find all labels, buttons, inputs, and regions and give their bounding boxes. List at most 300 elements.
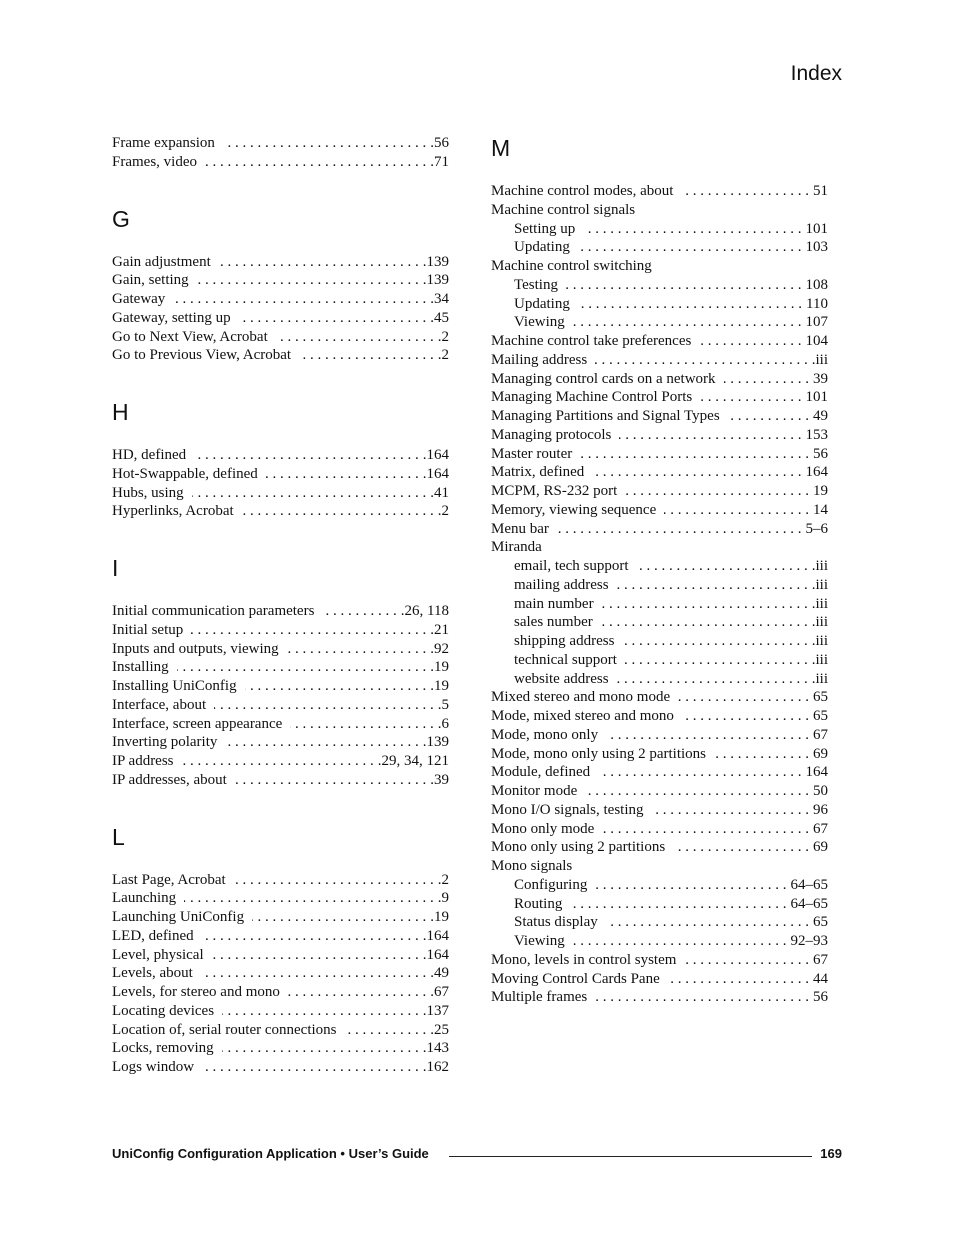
index-entry[interactable] [491,201,828,220]
page-header-title: Index [790,62,842,85]
index-page-ref[interactable]: 104 [805,333,828,349]
index-term: Initial communication parameters [112,603,315,619]
index-page-ref[interactable]: .5 [437,696,449,713]
index-entry[interactable] [491,988,828,1007]
index-term: Module, defined [491,764,591,781]
index-page-ref[interactable]: .iii [811,558,828,574]
index-page-ref[interactable]: .143 [422,1040,449,1057]
index-term: Mode, mono only using 2 partitions [491,745,706,762]
dot-leader [598,763,801,782]
index-term: Mode, mixed stereo and mono [491,708,674,724]
index-page-ref[interactable]: .139 [422,253,449,270]
index-term: Launching [112,890,177,907]
index-term: Level, physical [112,946,204,963]
index-page-ref[interactable]: .iii [811,595,828,612]
index-term: Installing UniConfig [112,678,237,694]
index-term: Interface, about [112,696,207,713]
index-letter-heading: H [112,399,129,425]
index-subentry[interactable] [491,613,828,632]
index-term: Launching UniConfig [112,909,245,925]
dot-leader [583,220,801,239]
index-entry[interactable] [112,1058,449,1077]
dot-leader [276,328,434,347]
index-entry[interactable] [112,771,449,790]
index-page-ref[interactable]: .19 [430,678,449,694]
index-entry[interactable] [112,602,449,621]
section-gap [112,790,449,823]
index-entry[interactable] [491,538,828,557]
index-page-ref[interactable]: .25 [430,1021,449,1038]
index-page-ref[interactable]: 49 [813,408,828,424]
index-entry[interactable] [112,640,449,659]
dot-leader [595,988,809,1007]
index-term: Managing Machine Control Ports [491,389,693,406]
index-entry[interactable] [491,951,828,970]
index-entry[interactable] [491,351,828,370]
dot-leader [570,895,786,914]
dot-leader [557,520,802,539]
index-entry[interactable] [491,182,828,201]
index-entry[interactable] [112,715,449,734]
index-subentry[interactable] [491,651,828,670]
index-term: Gateway, setting up [112,309,231,326]
dot-leader [668,970,809,989]
index-page-ref[interactable]: .34 [430,291,449,307]
index-entry[interactable] [112,446,449,465]
index-subentry[interactable] [491,576,828,595]
index-page-ref[interactable]: 164 [805,764,828,781]
index-entry[interactable] [491,332,828,351]
index-term: Mono only mode [491,820,595,837]
dot-leader [585,782,809,801]
dot-leader [678,688,809,707]
index-subentry[interactable] [491,595,828,614]
index-entry[interactable] [491,726,828,745]
index-entry[interactable] [112,290,449,309]
index-page-ref[interactable]: .45 [430,309,449,326]
index-term: Mono, levels in control system [491,951,677,968]
index-entry[interactable] [112,946,449,965]
index-page-ref[interactable]: .56 [430,135,449,151]
index-page-ref[interactable]: .19 [430,659,449,676]
heading-gap [112,582,449,602]
index-subentry[interactable] [491,895,828,914]
dot-leader [225,733,418,752]
index-page-ref[interactable]: .2 [437,328,449,345]
index-term: Viewing [514,314,565,331]
index-entry[interactable] [112,889,449,908]
index-subentry[interactable] [491,876,828,895]
index-page-ref[interactable]: .2 [437,503,449,520]
dot-leader [192,484,427,503]
index-page-ref[interactable]: .67 [430,984,449,1000]
dot-leader [222,1002,419,1021]
index-entry[interactable] [491,857,828,876]
index-term: Gain adjustment [112,253,211,270]
index-term: sales number [514,614,593,631]
index-entry[interactable] [491,463,828,482]
index-page-ref[interactable]: .21 [430,621,449,638]
dot-leader [606,913,809,932]
index-subentry[interactable] [491,295,828,314]
index-term: Hot-Swappable, defined [112,465,258,482]
heading-gap [112,233,449,253]
index-term: IP address [112,753,174,769]
index-page-ref[interactable]: .iii [811,633,828,649]
index-entry[interactable] [112,465,449,484]
index-page-ref[interactable]: 69 [813,839,828,856]
dot-leader [573,932,787,951]
index-page-ref[interactable]: .71 [430,153,449,170]
dot-leader [602,595,808,614]
index-entry[interactable] [112,677,449,696]
dot-leader [212,946,419,965]
dot-leader [184,889,434,908]
index-page-ref[interactable]: .iii [811,651,828,668]
dot-leader [299,346,434,365]
index-entry[interactable] [112,908,449,927]
dot-leader [202,1058,419,1077]
index-entry[interactable] [112,1021,449,1040]
index-page-ref[interactable]: 56 [813,989,828,1006]
index-term: Installing [112,659,169,676]
index-subentry[interactable] [491,670,828,689]
index-letter-heading: I [112,555,119,581]
index-term: email, tech support [514,558,629,574]
dot-leader [682,707,809,726]
index-term: Machine control signals [491,201,636,218]
footer-page-number: 169 [820,1146,842,1161]
dot-leader [235,771,426,790]
dot-leader [345,1021,427,1040]
index-page-ref[interactable]: 108 [805,276,828,293]
index-page-ref[interactable]: 19 [813,483,828,499]
dot-leader [625,482,809,501]
index-term: Last Page, Acrobat [112,871,226,888]
index-term: Machine control modes, about [491,183,674,199]
index-entry[interactable] [491,482,828,501]
index-term: Routing [514,895,563,912]
dot-leader [637,557,808,576]
index-term: Machine control take preferences [491,333,692,349]
index-term: Mono I/O signals, testing [491,801,644,818]
index-term: LED, defined [112,927,194,944]
dot-leader [202,927,419,946]
index-term: Menu bar [491,520,549,537]
index-page-ref[interactable]: .29, 34, 121 [377,753,449,769]
index-subentry[interactable] [491,220,828,239]
index-entry[interactable] [491,388,828,407]
index-entry[interactable] [112,658,449,677]
index-term: Go to Previous View, Acrobat [112,347,292,364]
index-page-ref[interactable]: .41 [430,484,449,501]
index-term: Hubs, using [112,484,184,501]
index-entry[interactable] [112,983,449,1002]
index-term: shipping address [514,633,615,649]
index-page-ref[interactable]: 164 [805,464,828,481]
index-term: Levels, for stereo and mono [112,984,280,1000]
dot-leader [622,632,807,651]
dot-leader [700,388,801,407]
index-entry[interactable] [491,801,828,820]
index-entry[interactable] [112,871,449,890]
index-page-ref[interactable]: 101 [805,220,828,237]
index-entry[interactable] [112,346,449,365]
dot-leader [580,445,809,464]
index-term: Moving Control Cards Pane [491,970,660,987]
index-page-ref[interactable]: .9 [437,890,449,907]
index-term: Location of, serial router connections [112,1021,337,1038]
index-page-ref[interactable]: 153 [805,426,828,443]
index-page-ref[interactable]: .iii [811,670,828,687]
index-entry[interactable] [112,621,449,640]
index-entry[interactable] [112,927,449,946]
dot-leader [601,613,808,632]
index-entry[interactable] [491,688,828,707]
index-page-ref[interactable]: .39 [430,771,449,788]
index-entry[interactable] [112,484,449,503]
dot-leader [724,370,809,389]
dot-leader [290,715,433,734]
dot-leader [625,651,808,670]
index-page-ref[interactable]: .164 [422,927,449,944]
index-entry[interactable] [112,309,449,328]
dot-leader [684,951,809,970]
index-page-ref[interactable]: .164 [422,447,449,463]
dot-leader [223,134,426,153]
index-term: Matrix, defined [491,464,585,481]
index-page-ref[interactable]: .137 [422,1002,449,1019]
heading-gap [112,851,449,871]
dot-leader [287,640,427,659]
index-page-ref[interactable]: .26, 118 [400,603,449,619]
index-entry[interactable] [112,696,449,715]
dot-leader [182,752,374,771]
index-page-ref[interactable]: 5–6 [805,520,828,537]
index-page-ref[interactable]: .162 [422,1059,449,1075]
index-subentry[interactable] [491,557,828,576]
dot-leader [242,502,434,521]
dot-leader [219,253,419,272]
index-page-ref[interactable]: .iii [811,576,828,593]
index-term: Frames, video [112,153,197,170]
index-term: Logs window [112,1059,195,1075]
index-page-ref[interactable]: 50 [813,783,828,799]
index-page-ref[interactable]: .2 [437,347,449,364]
index-term: Viewing [514,933,565,949]
index-page-ref[interactable]: .2 [437,871,449,888]
index-page-ref[interactable]: 92–93 [790,933,828,949]
index-entry[interactable] [112,502,449,521]
index-page-ref[interactable]: .iii [811,351,828,368]
index-page-ref[interactable]: 69 [813,745,828,762]
index-term: Configuring [514,876,588,893]
index-entry[interactable] [491,501,828,520]
index-entry[interactable] [491,970,828,989]
index-page-ref[interactable]: 65 [813,914,828,931]
dot-leader [573,313,802,332]
index-subentry[interactable] [491,632,828,651]
page-footer [112,1145,842,1165]
index-term: Inverting polarity [112,734,218,751]
index-page-ref[interactable]: .164 [422,465,449,482]
index-term: Gain, setting [112,272,189,289]
index-page-ref[interactable]: 51 [813,183,828,199]
index-entry[interactable] [112,328,449,347]
dot-leader [177,658,427,677]
index-letter-heading: G [112,205,130,232]
index-page-ref[interactable]: .139 [422,272,449,289]
index-page-ref[interactable]: 110 [806,295,828,312]
dot-leader [201,964,426,983]
index-entry[interactable] [491,745,828,764]
index-term: HD, defined [112,447,187,463]
index-entry[interactable] [112,964,449,983]
dot-leader [595,876,786,895]
footer-document-title: UniConfig Configuration Application • User’s Guide [112,1146,429,1161]
index-page-ref[interactable]: .19 [430,909,449,925]
index-page-ref[interactable]: 67 [813,951,828,968]
index-letter-heading: L [112,823,125,850]
index-entry[interactable] [491,520,828,539]
index-entry[interactable] [112,134,449,153]
index-term: main number [514,595,594,612]
index-entry[interactable] [112,1002,449,1021]
dot-leader [191,621,426,640]
index-term: Gateway [112,291,166,307]
dot-leader [602,820,809,839]
index-term: mailing address [514,576,609,593]
index-term: Managing control cards on a network [491,370,716,387]
index-term: Testing [514,276,558,293]
dot-leader [619,426,801,445]
dot-leader [652,801,810,820]
index-page-ref[interactable]: 67 [813,726,828,743]
index-term: Levels, about [112,965,193,982]
index-column-right [491,134,828,1007]
index-entry[interactable] [491,445,828,464]
index-term: Frame expansion [112,135,215,151]
index-entry[interactable] [112,733,449,752]
index-term: Setting up [514,220,576,237]
dot-leader [681,182,809,201]
index-page-ref[interactable]: .164 [422,946,449,963]
index-entry[interactable] [491,426,828,445]
dot-leader [288,983,426,1002]
dot-leader [222,1039,419,1058]
index-term: Monitor mode [491,783,578,799]
index-entry[interactable] [112,253,449,272]
index-term: Status display [514,914,598,931]
footer-rule [449,1156,812,1157]
index-page-ref[interactable]: 103 [805,239,828,256]
dot-leader [617,576,808,595]
index-term: Miranda [491,539,542,556]
index-letter-heading: M [491,135,511,161]
dot-leader [578,238,802,257]
index-subentry[interactable] [491,913,828,932]
index-page-ref[interactable]: .49 [430,965,449,982]
index-page-ref[interactable]: .139 [422,734,449,751]
index-page-ref[interactable]: 56 [813,445,828,462]
index-page-ref[interactable]: 65 [813,689,828,706]
index-page-ref[interactable]: 14 [813,501,828,518]
index-page-ref[interactable]: 64–65 [790,895,828,912]
section-gap [112,521,449,554]
dot-leader [245,677,427,696]
index-entry[interactable] [491,257,828,276]
index-page-ref[interactable]: 64–65 [790,876,828,893]
index-term: Hyperlinks, Acrobat [112,503,234,520]
dot-leader [173,290,426,309]
index-entry[interactable] [112,271,449,290]
index-page-ref[interactable]: 96 [813,801,828,818]
index-entry[interactable] [112,153,449,172]
index-term: Managing Partitions and Signal Types [491,408,720,424]
index-entry[interactable] [112,1039,449,1058]
dot-leader [252,908,426,927]
index-page-ref[interactable]: 101 [805,389,828,406]
index-page-ref[interactable]: 44 [813,970,828,987]
index-entry[interactable] [491,707,828,726]
index-entry[interactable] [491,763,828,782]
index-term: Updating [514,239,570,256]
dot-leader [673,838,809,857]
index-entry[interactable] [491,370,828,389]
index-term: technical support [514,651,617,668]
dot-leader [728,407,809,426]
section-gap [112,172,449,205]
index-page-ref[interactable]: .iii [811,614,828,631]
index-term: Go to Next View, Acrobat [112,328,268,345]
dot-leader [592,463,801,482]
index-entry[interactable] [491,838,828,857]
index-term: Locks, removing [112,1040,214,1057]
index-page-ref[interactable]: .92 [430,640,449,657]
index-subentry[interactable] [491,276,828,295]
dot-leader [214,696,434,715]
index-column-left [112,134,449,1077]
dot-leader [566,276,802,295]
index-term: Locating devices [112,1002,215,1019]
index-entry[interactable] [112,752,449,771]
index-subentry[interactable] [491,932,828,951]
index-entry[interactable] [491,782,828,801]
index-term: Updating [514,295,570,312]
index-term: Interface, screen appearance [112,715,283,732]
index-entry[interactable] [491,820,828,839]
index-term: Managing protocols [491,426,612,443]
index-term: Mono only using 2 partitions [491,839,666,856]
index-entry[interactable] [491,407,828,426]
dot-leader [322,602,396,621]
index-page-ref[interactable]: 107 [805,314,828,331]
index-term: Inputs and outputs, viewing [112,640,279,657]
index-subentry[interactable] [491,313,828,332]
index-subentry[interactable] [491,238,828,257]
dot-leader [266,465,419,484]
dot-leader [617,670,808,689]
dot-leader [239,309,427,328]
index-term: Mode, mono only [491,726,599,743]
index-page-ref[interactable]: 65 [813,708,828,724]
index-page-ref[interactable]: .6 [437,715,449,732]
dot-leader [194,446,419,465]
index-page-ref[interactable]: 67 [813,820,828,837]
index-term: IP addresses, about [112,771,227,788]
index-term: Master router [491,445,573,462]
index-page-ref[interactable]: 39 [813,370,828,387]
